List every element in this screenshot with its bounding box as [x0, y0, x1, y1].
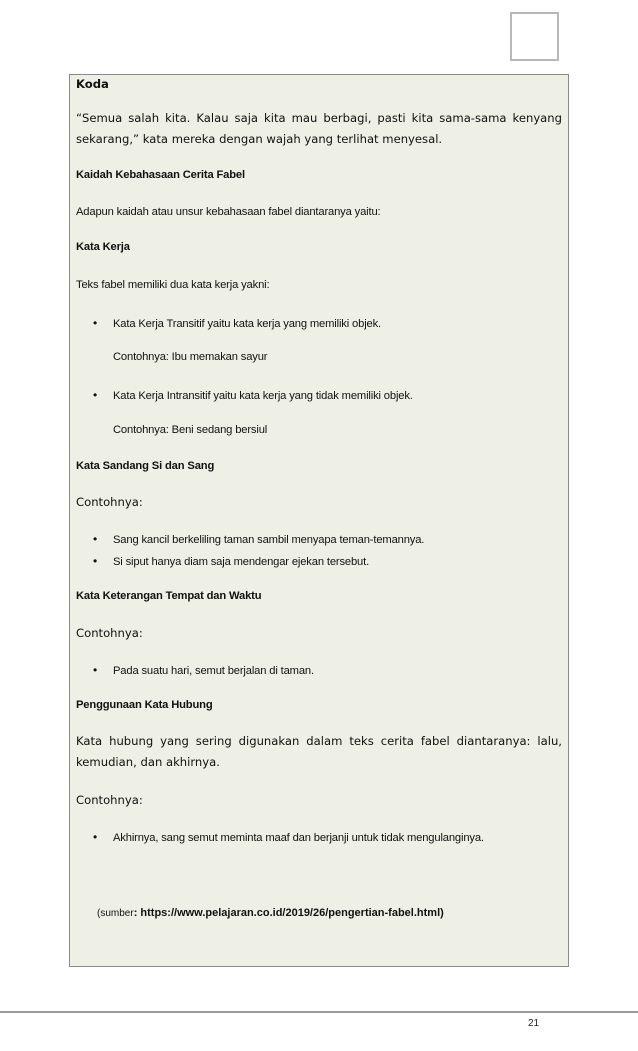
heading-kaidah: Kaidah Kebahasaan Cerita Fabel [76, 169, 245, 181]
list-item [93, 316, 381, 330]
example-label: Contohnya: [76, 626, 143, 640]
content-box [69, 74, 569, 967]
heading-koda: Koda [76, 77, 109, 91]
example-label: Contohnya: [76, 793, 143, 807]
page-number: 21 [528, 1018, 540, 1029]
bullet-icon: • [93, 388, 98, 402]
source-open: (sumber [97, 908, 134, 919]
heading-kata-keterangan: Kata Keterangan Tempat dan Waktu [76, 590, 262, 602]
list-item-text: Kata Kerja Intransitif yaitu kata kerja yang tidak memiliki objek. [113, 390, 413, 402]
koda-quote: “Semua salah kita. Kalau saja kita mau berbagi, pasti kita sama-sama kenyang sekarang,” kata mereka dengan wajah yang terlihat menyesal. [76, 111, 562, 146]
footer-divider [0, 1011, 638, 1013]
list-item-text: Kata Kerja Transitif yaitu kata kerja yang memiliki objek. [113, 318, 381, 330]
kata-kerja-intro: Teks fabel memiliki dua kata kerja yakni: [76, 279, 270, 291]
list-item [93, 532, 424, 546]
source-citation [97, 907, 444, 919]
list-item-text: Sang kancil berkeliling taman sambil menyapa teman-temannya. [113, 534, 425, 546]
bullet-icon: • [93, 663, 98, 677]
kaidah-intro: Adapun kaidah atau unsur kebahasaan fabel diantaranya yaitu: [76, 206, 381, 218]
heading-kata-sandang: Kata Sandang Si dan Sang [76, 460, 215, 472]
list-item [93, 388, 413, 402]
bullet-icon: • [93, 830, 98, 844]
source-link[interactable]: : https://www.pelajaran.co.id/2019/26/pengertian-fabel.html) [133, 907, 444, 919]
bullet-icon: • [93, 554, 98, 568]
heading-kata-kerja: Kata Kerja [76, 241, 130, 253]
list-item-text: Si siput hanya diam saja mendengar ejekan tersebut. [113, 556, 370, 568]
example-text: Contohnya: Ibu memakan sayur [113, 351, 268, 363]
list-item [93, 554, 369, 568]
corner-box [510, 12, 559, 61]
example-text: Contohnya: Beni sedang bersiul [113, 424, 268, 436]
bullet-icon: • [93, 316, 98, 330]
list-item [93, 663, 314, 677]
list-item-text: Pada suatu hari, semut berjalan di taman. [113, 665, 314, 677]
example-label: Contohnya: [76, 495, 143, 509]
list-item-text: Akhirnya, sang semut meminta maaf dan berjanji untuk tidak mengulanginya. [113, 832, 484, 844]
bullet-icon: • [93, 532, 98, 546]
list-item [93, 830, 484, 844]
heading-kata-hubung: Penggunaan Kata Hubung [76, 699, 213, 711]
kata-hubung-paragraph: Kata hubung yang sering digunakan dalam teks cerita fabel diantaranya: lalu, kemudian, dan akhirnya. [76, 734, 562, 769]
